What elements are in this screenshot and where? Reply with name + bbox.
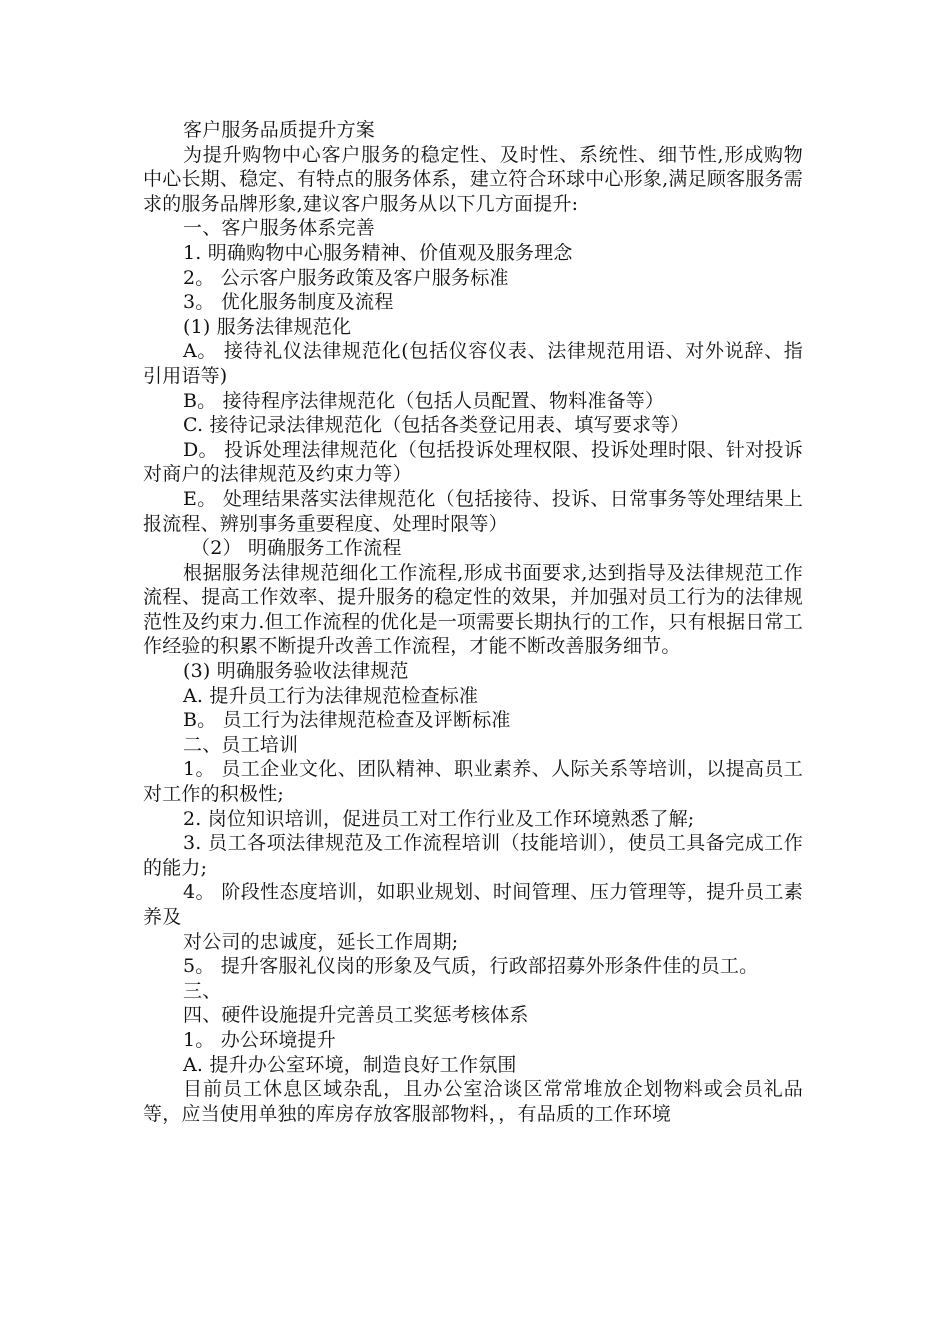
list-item-continuation: 对公司的忠诚度，延长工作周期; bbox=[183, 930, 459, 953]
list-item: A。 接待礼仪法律规范化(包括仪容仪表、法律规范用语、对外说辞、指引用语等) bbox=[143, 340, 803, 387]
list-item: 1。 办公环境提升 bbox=[183, 1028, 336, 1051]
list-item: 4。 阶段性态度培训，如职业规划、时间管理、压力管理等，提升员工素养及 bbox=[143, 881, 803, 928]
list-item: C. 接待记录法律规范化（包括各类登记用表、填写要求等） bbox=[183, 414, 690, 437]
list-item: 2. 岗位知识培训，促进员工对工作行业及工作环境熟悉了解; bbox=[183, 807, 695, 830]
list-item: D。 投诉处理法律规范化（包括投诉处理权限、投诉处理时限、针对投诉对商户的法律规范及约束力等） bbox=[143, 438, 803, 486]
sub-heading: （2） 明确服务工作流程 bbox=[191, 537, 402, 560]
document-body bbox=[143, 118, 803, 1126]
list-item: B。 接待程序法律规范化（包括人员配置、物料准备等） bbox=[183, 389, 665, 412]
list-item: 1。 员工企业文化、团队精神、职业素养、人际关系等培训，以提高员工对工作的积极性; bbox=[143, 758, 803, 806]
list-item: B。 员工行为法律规范检查及评断标准 bbox=[183, 709, 511, 732]
section-heading-1: 一、客户服务体系完善 bbox=[183, 217, 376, 240]
sub-heading: (3) 明确服务验收法律规范 bbox=[183, 660, 409, 683]
list-item: 2。 公示客户服务政策及客户服务标准 bbox=[183, 266, 509, 289]
document-title: 客户服务品质提升方案 bbox=[183, 119, 376, 141]
list-item: 1. 明确购物中心服务精神、价值观及服务理念 bbox=[183, 241, 573, 264]
list-item: 3. 员工各项法律规范及工作流程培训（技能培训），使员工具备完成工作的能力; bbox=[143, 832, 803, 879]
sub-heading: (1) 服务法律规范化 bbox=[183, 315, 352, 338]
section-heading-3: 三、 bbox=[183, 979, 222, 1002]
list-item: 5。 提升客服礼仪岗的形象及气质，行政部招募外形条件佳的员工。 bbox=[183, 955, 759, 978]
list-item: E。 处理结果落实法律规范化（包括接待、投诉、日常事务等处理结果上报流程、辨别事务重要程度、处理时限等） bbox=[143, 487, 803, 535]
body-paragraph: 目前员工休息区域杂乱，且办公室洽谈区常常堆放企划物料或会员礼品等，应当使用单独的库房存放客服部物料，，有品质的工作环境 bbox=[143, 1078, 803, 1125]
list-item: A. 提升员工行为法律规范检查标准 bbox=[183, 684, 479, 707]
intro-paragraph: 为提升购物中心客户服务的稳定性、及时性、系统性、细节性,形成购物中心长期、稳定、有特点的服务体系，建立符合环球中心形象,满足顾客服务需求的服务品牌形象,建议客户服务从以下几方面提升: bbox=[143, 143, 803, 215]
section-heading-4: 四、硬件设施提升完善员工奖惩考核体系 bbox=[183, 1004, 529, 1027]
section-heading-2: 二、员工培训 bbox=[183, 733, 299, 756]
list-item: 3。 优化服务制度及流程 bbox=[183, 291, 394, 314]
body-paragraph: 根据服务法律规范细化工作流程,形成书面要求,达到指导及法律规范工作流程、提高工作效率、提升服务的稳定性的效果，并加强对员工行为的法律规范性及约束力.但工作流程的优化是一项需要长期执行的工作，只有根据日常工作经验的积累不断提升改善工作流程，才能不断改善服务细节。 bbox=[143, 561, 803, 658]
list-item: A. 提升办公室环境，制造良好工作氛围 bbox=[183, 1053, 517, 1076]
